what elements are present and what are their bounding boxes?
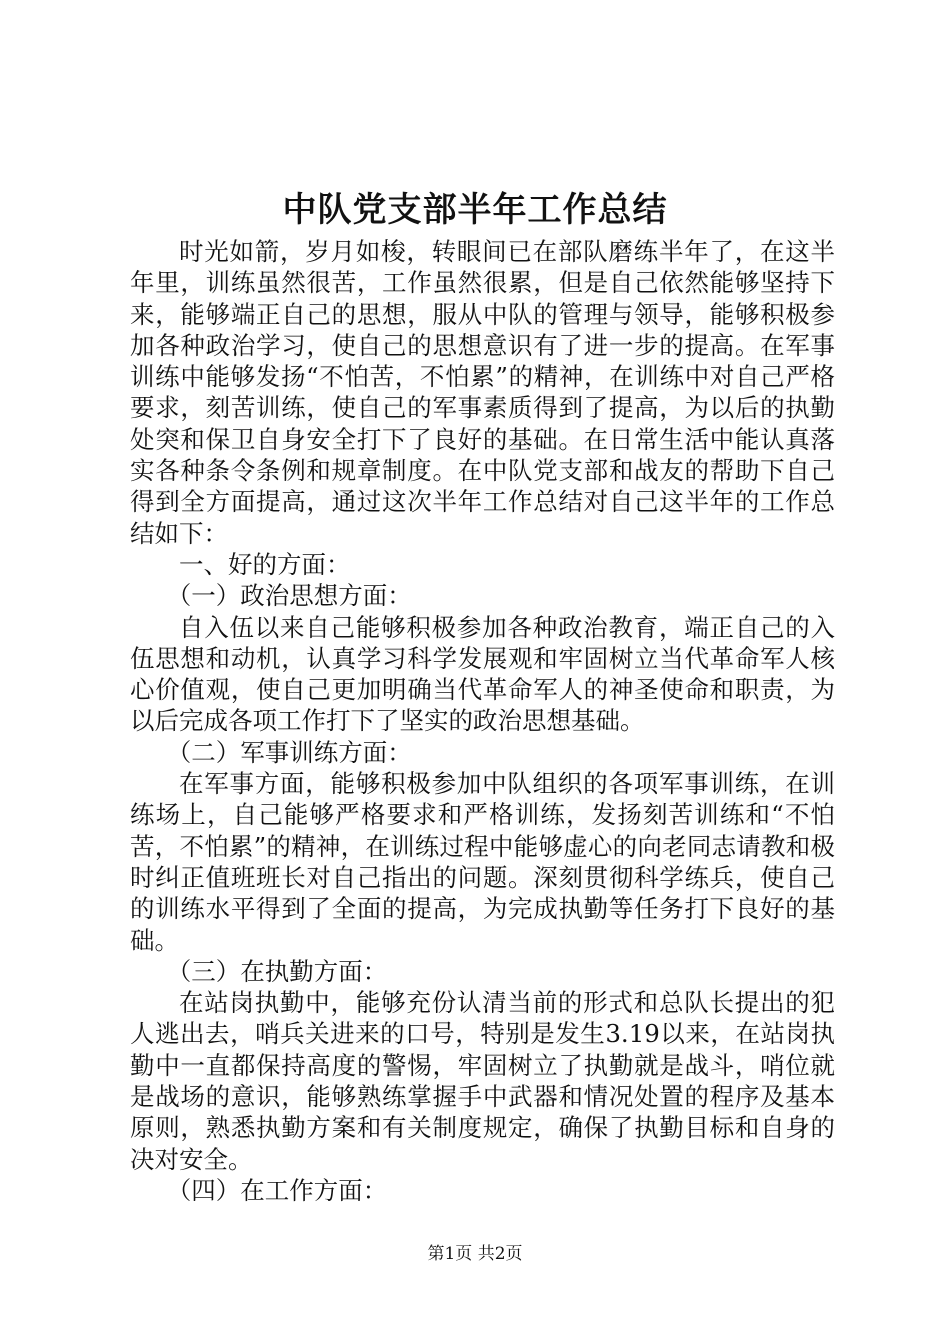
paragraph-political-thought: 自入伍以来自己能够积极参加各种政治教育，端正自己的入伍思想和动机，认真学习科学发展观和牢固树立当代革命军人核心价值观，使自己更加明确当代革命军人的神圣使命和职责，为以后完成各项工作打下了坚实的政治思想基础。 (130, 612, 835, 736)
paragraph-military-training: 在军事方面，能够积极参加中队组织的各项军事训练，在训练场上，自己能够严格要求和严格训练，发扬刻苦训练和“不怕苦，不怕累”的精神，在训练过程中能够虚心的向老同志请教和极时纠正值班班长对自己指出的问题。深刻贯彻科学练兵，使自己的训练水平得到了全面的提高，为完成执勤等任务打下良好的基础。 (130, 769, 835, 955)
page-footer: 第1页 共2页 (427, 1244, 523, 1264)
intro-paragraph: 时光如箭，岁月如梭，转眼间已在部队磨练半年了，在这半年里，训练虽然很苦，工作虽然很累，但是自己依然能够坚持下来，能够端正自己的思想，服从中队的管理与领导，能够积极参加各种政治学习，使自己的思想意识有了进一步的提高。在军事训练中能够发扬“不怕苦，不怕累”的精神，在训练中对自己严格要求，刻苦训练，使自己的军事素质得到了提高，为以后的执勤处突和保卫自身安全打下了良好的基础。在日常生活中能认真落实各种条令条例和规章制度。在中队党支部和战友的帮助下自己得到全方面提高，通过这次半年工作总结对自己这半年的工作总结如下： (130, 237, 835, 548)
document-body (130, 236, 835, 1206)
subheading-political-thought: （一）政治思想方面： (166, 581, 412, 611)
subheading-work: （四）在工作方面： (166, 1175, 388, 1205)
document-title: 中队党支部半年工作总结 (282, 190, 668, 230)
section-heading-good-aspects: 一、好的方面： (179, 549, 351, 579)
subheading-military-training: （二）军事训练方面： (166, 737, 412, 767)
paragraph-duty: 在站岗执勤中，能够充份认清当前的形式和总队长提出的犯人逃出去，哨兵关进来的口号，特别是发生3.19以来，在站岗执勤中一直都保持高度的警惕，牢固树立了执勤就是战斗，哨位就是战场的意识，能够熟练掌握手中武器和情况处置的程序及基本原则，熟悉执勤方案和有关制度规定，确保了执勤目标和自身的决对安全。 (130, 988, 835, 1174)
subheading-duty: （三）在执勤方面： (166, 956, 388, 986)
